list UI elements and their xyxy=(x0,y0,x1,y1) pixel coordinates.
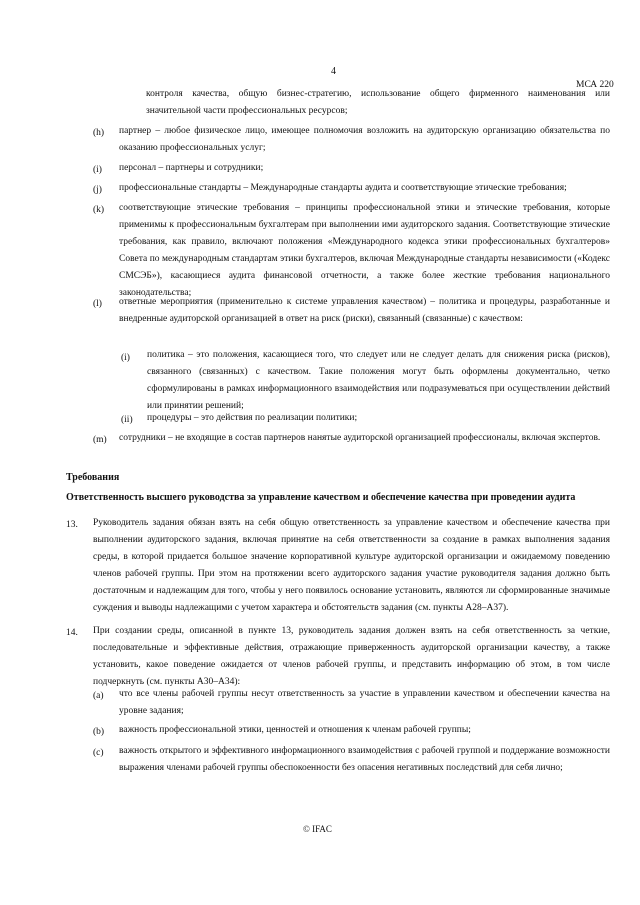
page-footer: © IFAC xyxy=(303,824,332,834)
list-item-text: важность открытого и эффективного информационного взаимодействия с рабочей группой и поддержание возможности выражения членами рабочей группы обеспокоенности без опасения негативных последствий для себя лично; xyxy=(119,746,610,773)
definition-marker: (i) xyxy=(93,165,102,175)
definition-text: профессиональные стандарты – Международные стандарты аудита и соответствующие этические требования; xyxy=(119,183,567,193)
paragraph-text: При создании среды, описанной в пункте 13, руководитель задания должен взять на себя ответственность за четкие, последовательные и эффективные действия, отражающие приверженность аудиторской организации качеству, а также установить, какое поведение ожидается от членов рабочей группы, и представить информацию об этом, в том числе подчеркнуть (см. пункты A30–A34): xyxy=(93,626,610,687)
page-number: 4 xyxy=(331,66,336,77)
sub-item-marker: (ii) xyxy=(121,415,133,425)
definition-marker: (l) xyxy=(93,299,102,309)
paragraph-text: Руководитель задания обязан взять на себя общую ответственность за управление качеством и обеспечение качества при выполнении аудиторского задания, включая принятие на себя ответственности за создание в рамках выполнения задания среды, в которой придается большое значение корпоративной культуре аудиторской организации и ожидаемому поведению членов рабочей группы. При этом на протяжении всего аудиторского задания участие руководителя задания должно быть достаточным и надлежащим для того, чтобы у него появилось основание установить, являются ли сформированные значимые суждения и выводы надлежащими с учетом характера и обстоятельств задания (см. пункты A28–A37). xyxy=(93,518,610,613)
section-heading: Требования xyxy=(66,472,120,483)
definition-text: сотрудники – не входящие в состав партнеров нанятые аудиторской организацией профессионалы, включая экспертов. xyxy=(119,433,601,443)
paragraph-number: 13. xyxy=(66,520,78,530)
list-item-marker: (b) xyxy=(93,727,105,737)
definition-text: партнер – любое физическое лицо, имеющее полномочия возложить на аудиторскую организацию обязательства по оказанию профессиональных услуг; xyxy=(119,126,610,153)
paragraph-number: 14. xyxy=(66,628,78,638)
list-item-marker: (c) xyxy=(93,748,104,758)
definition-marker: (h) xyxy=(93,128,105,138)
document-code: МСА 220 xyxy=(576,80,614,90)
sub-item-text: процедуры – это действия по реализации политики; xyxy=(147,413,358,423)
definition-marker: (k) xyxy=(93,205,105,215)
continued-paragraph: контроля качества, общую бизнес-стратегию, использование общего фирменного наименования или значительной части профессиональных ресурсов; xyxy=(146,89,610,116)
definition-marker: (j) xyxy=(93,185,102,195)
list-item-text: важность профессиональной этики, ценностей и отношения к членам рабочей группы; xyxy=(119,725,471,735)
sub-item-text: политика – это положения, касающиеся того, что следует или не следует делать для снижения риска (рисков), связанного (связанных) с качеством. Такие положения могут быть оформлены документально, четко сформулированы в рамках информационного взаимодействия или подразумеваться при осуществлении действий или принятии решений; xyxy=(147,350,610,411)
definition-text: ответные мероприятия (применительно к системе управления качеством) – политика и процедуры, разработанные и внедренные аудиторской организацией в ответ на риск (риски), связанный (связанные) с качеством: xyxy=(119,297,610,324)
list-item-text: что все члены рабочей группы несут ответственность за участие в управлении качеством и обеспечении качества на уровне задания; xyxy=(119,689,610,716)
list-item-marker: (a) xyxy=(93,691,104,701)
definition-text: персонал – партнеры и сотрудники; xyxy=(119,163,264,173)
definition-text: соответствующие этические требования – принципы профессиональной этики и этические требования, которые применимы к профессиональным бухгалтерам при выполнении ими аудиторского задания. Соответствующие этические требования, как правило, включают положения «Международного кодекса этики профессиональных бухгалтеров» Совета по международным стандартам этики бухгалтеров, включая Международные стандарты независимости («Кодекс СМСЭБ»), касающиеся аудита финансовой отчетности, а также более жесткие требования национального законодательства; xyxy=(119,203,610,298)
sub-item-marker: (i) xyxy=(121,353,130,363)
definition-marker: (m) xyxy=(93,435,107,445)
subsection-heading: Ответственность высшего руководства за управление качеством и обеспечение качества при проведении аудита xyxy=(66,492,576,503)
